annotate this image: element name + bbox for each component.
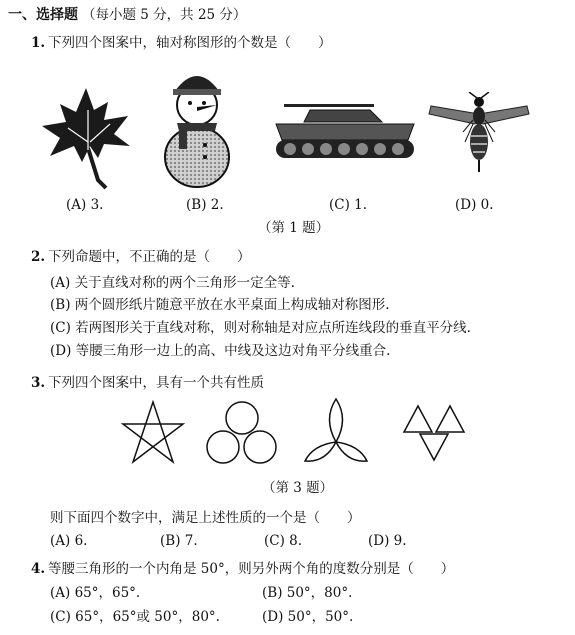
q3-number: 3.: [31, 375, 46, 391]
tank-image: [270, 100, 420, 165]
q3-option-c[interactable]: (C) 8.: [264, 533, 303, 549]
q4-option-b[interactable]: (B) 50°，80°.: [262, 585, 353, 601]
q3-option-d[interactable]: (D) 9.: [368, 533, 407, 549]
maple-leaf-image: [38, 80, 138, 190]
q4-number: 4.: [31, 561, 46, 577]
q4-option-d[interactable]: (D) 50°，50°.: [262, 609, 354, 625]
q3-sub-stem: 则下面四个数字中，满足上述性质的一个是（ ）: [50, 510, 361, 526]
q2-option-b[interactable]: (B) 两个圆形纸片随意平放在水平桌面上构成轴对称图形.: [50, 297, 390, 313]
q2-option-c[interactable]: (C) 若两图形关于直线对称，则对称轴是对应点所连线段的垂直平分线.: [50, 320, 471, 336]
section-title: 一、选择题: [8, 7, 78, 23]
q1-option-b[interactable]: (B) 2.: [186, 197, 224, 213]
q1-option-a[interactable]: (A) 3.: [66, 197, 104, 213]
q1-caption: （第 1 题）: [258, 220, 330, 236]
q2-option-a[interactable]: (A) 关于直线对称的两个三角形一定全等.: [50, 275, 295, 291]
snowman-image: [157, 65, 237, 190]
three-petals-figure: [303, 397, 369, 467]
q1-option-c[interactable]: (C) 1.: [329, 197, 368, 213]
q4-option-c[interactable]: (C) 65°，65°或 50°，80°.: [50, 609, 220, 625]
star-figure: [120, 400, 186, 464]
q4-stem: 等腰三角形的一个内角是 50°，则另外两个角的度数分别是（ ）: [48, 561, 455, 577]
q2-stem: 下列命题中，不正确的是（ ）: [48, 249, 251, 265]
q1-stem: 下列四个图案中，轴对称图形的个数是（ ）: [48, 35, 332, 51]
three-triangles-figure: [402, 404, 466, 462]
q1-option-d[interactable]: (D) 0.: [455, 197, 494, 213]
q4-option-a[interactable]: (A) 65°，65°.: [50, 585, 141, 601]
wasp-image: [427, 92, 531, 180]
three-circles-figure: [203, 400, 281, 466]
q3-option-a[interactable]: (A) 6.: [50, 533, 88, 549]
q2-option-d[interactable]: (D) 等腰三角形一边上的高、中线及这边对角平分线重合.: [50, 343, 391, 359]
section-note: （每小题 5 分，共 25 分）: [82, 7, 247, 23]
q3-caption: （第 3 题）: [262, 480, 334, 496]
q2-number: 2.: [31, 249, 46, 265]
q3-option-b[interactable]: (B) 7.: [160, 533, 198, 549]
q1-number: 1.: [31, 35, 46, 51]
q3-stem: 下列四个图案中，具有一个共有性质: [48, 375, 264, 391]
